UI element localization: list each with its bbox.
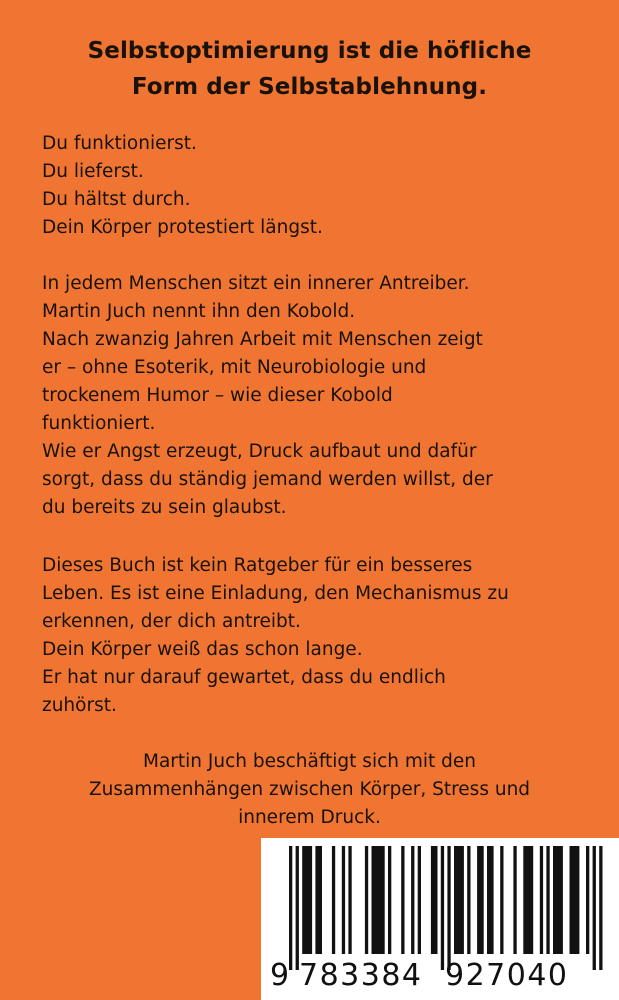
text-line: Leben. Es ist eine Einladung, den Mechanismus zu	[42, 583, 509, 604]
barcode-bar	[500, 846, 503, 954]
barcode-bar	[546, 846, 549, 954]
text-line: In jedem Menschen sitzt ein innerer Antreiber.	[42, 273, 470, 294]
barcode-bar	[467, 846, 470, 954]
barcode-bar	[348, 846, 351, 954]
barcode-bar	[302, 846, 312, 954]
text-line: Dein Körper protestiert längst.	[42, 217, 323, 238]
barcode-bar	[342, 846, 345, 954]
barcode-bar	[586, 846, 589, 954]
barcode-bar	[296, 846, 299, 970]
paragraph-intro	[42, 130, 582, 242]
barcode-bar	[289, 846, 292, 970]
barcode-bar	[540, 846, 543, 954]
barcode-bar	[523, 846, 533, 954]
barcode-bar	[418, 846, 421, 954]
barcode-right-digits: 927040	[445, 958, 569, 993]
barcode-bar	[477, 846, 484, 954]
headline-line-1: Selbstoptimierung ist die höfliche	[87, 38, 532, 64]
barcode-bar	[388, 846, 391, 954]
barcode-bar	[401, 846, 404, 954]
barcode-bar	[365, 846, 368, 954]
text-line: Er hat nur darauf gewartet, dass du endlich	[42, 667, 446, 688]
text-line: er – ohne Esoterik, mit Neurobiologie und	[42, 357, 427, 378]
paragraph-kobold	[42, 270, 582, 522]
text-line: Nach zwanzig Jahren Arbeit mit Menschen zeigt	[42, 329, 483, 350]
paragraph-invitation	[42, 552, 582, 720]
barcode-bar	[570, 846, 580, 954]
text-line: Du funktionierst.	[42, 133, 197, 154]
text-line: sorgt, dass du ständig jemand werden willst, der	[42, 469, 493, 490]
barcode-bar	[593, 846, 596, 970]
back-cover-headline	[0, 33, 619, 105]
text-line: trockenem Humor – wie dieser Kobold	[42, 385, 393, 406]
barcode-bar	[332, 846, 335, 954]
barcode-bar	[411, 846, 414, 954]
text-line: zuhörst.	[42, 695, 117, 716]
barcode-bar	[447, 846, 450, 970]
barcode-bar	[454, 846, 464, 954]
text-line: Dieses Buch ist kein Ratgeber für ein besseres	[42, 555, 473, 576]
barcode-bar	[599, 846, 602, 970]
barcode-bar	[553, 846, 563, 954]
barcode-bar	[513, 846, 516, 954]
barcode-bar	[372, 846, 385, 954]
author-bio	[0, 748, 619, 832]
barcode-bar	[487, 846, 494, 954]
text-line: erkennen, der dich antreibt.	[42, 611, 301, 632]
text-line: Dein Körper weiß das schon lange.	[42, 639, 363, 660]
barcode-bar	[315, 846, 322, 954]
barcode-first-digit: 9	[270, 958, 290, 993]
barcode-left-digits: 783384	[299, 958, 423, 993]
isbn-barcode	[261, 838, 619, 1000]
text-line: Martin Juch nennt ihn den Kobold.	[42, 301, 356, 322]
barcode-bar	[431, 846, 438, 954]
author-bio-line: innerem Druck.	[238, 807, 381, 828]
author-bio-line: Zusammenhängen zwischen Körper, Stress und	[88, 779, 531, 800]
headline-line-2: Form der Selbstablehnung.	[131, 74, 488, 100]
author-bio-line: Martin Juch beschäftigt sich mit den	[142, 751, 477, 772]
text-line: Du hältst durch.	[42, 189, 191, 210]
text-line: funktioniert.	[42, 413, 156, 434]
text-line: du bereits zu sein glaubst.	[42, 497, 287, 518]
text-line: Wie er Angst erzeugt, Druck aufbaut und dafür	[42, 441, 477, 462]
text-line: Du lieferst.	[42, 161, 144, 182]
barcode-bar	[441, 846, 444, 970]
